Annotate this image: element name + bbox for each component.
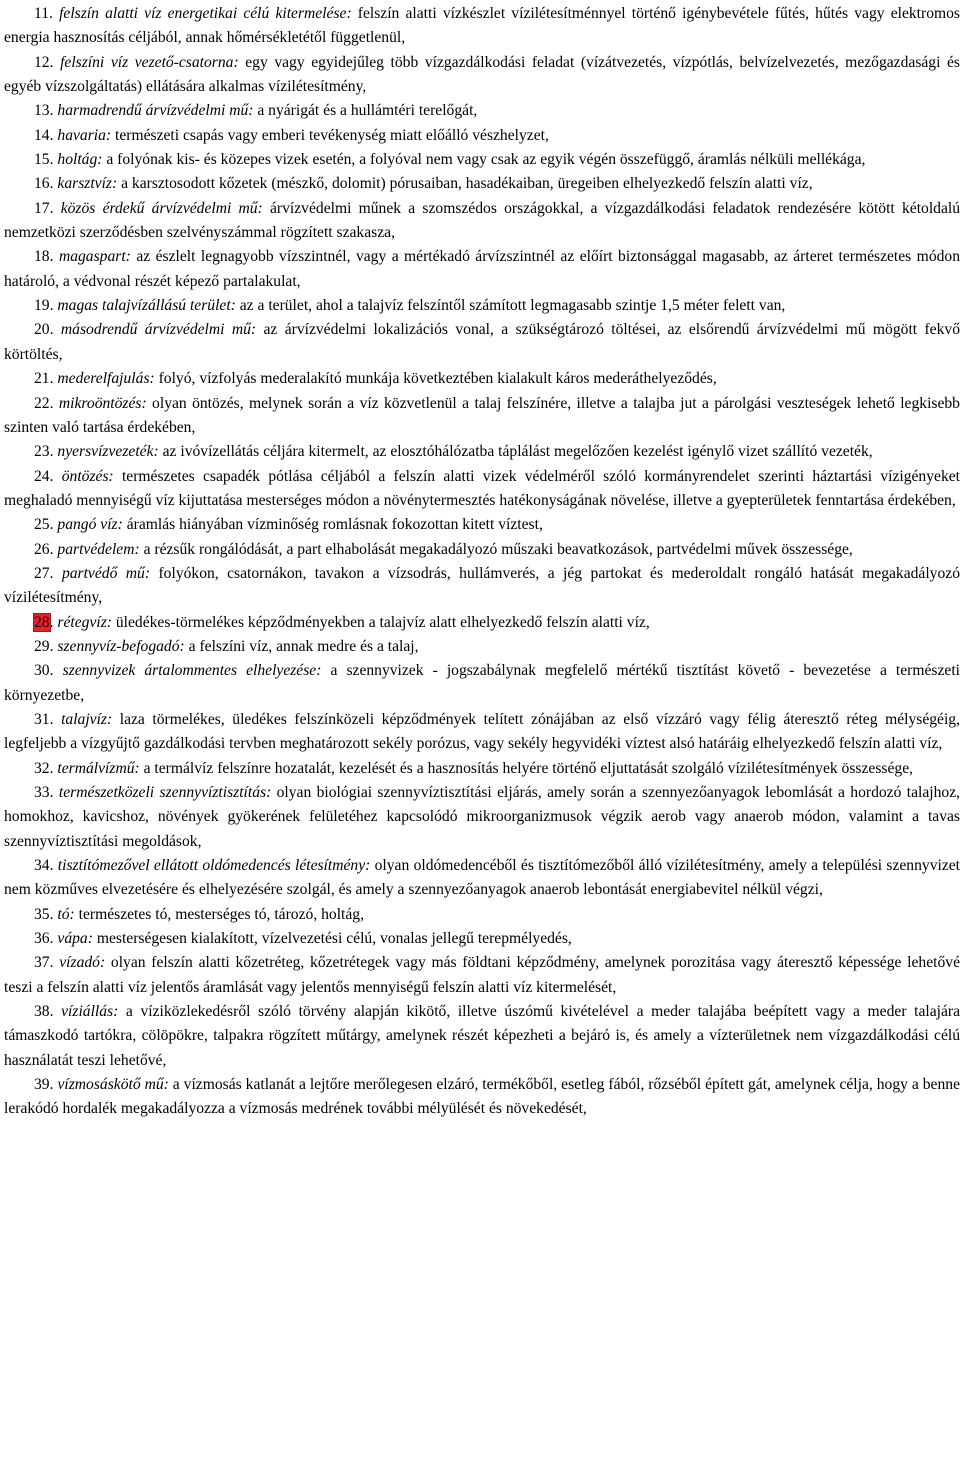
definition-entry [4,392,960,441]
entry-definition: mesterségesen kialakított, vízelvezetési célú, vonalas jellegű terepmélyedés, [92,930,572,948]
entry-number: 25. [34,516,54,534]
entry-definition: árvízvédelmi műnek a szomszédos országokkal, a vízgazdálkodási feladatok rendezésére kötött kétoldalú nemzetközi szerződésben szelvényszámmal rögzített szakasza, [4,199,960,242]
entry-term: víziállás: [61,1003,119,1021]
definition-entry [4,172,960,196]
entry-definition: a folyónak kis- és közepes vizek esetén, a folyóval nem vagy csak az egyik végén összefüggő, áramlás nélküli mellékága, [102,151,866,169]
entry-number: 27. [34,564,54,582]
definition-entry [4,294,960,318]
definition-entry [4,440,960,464]
entry-definition: olyan biológiai szennyvíztisztítási eljárás, amely során a szennyezőanyagok lebomlását a hordozó talajhoz, homokhoz, kavicshoz, növények gyökerének felületéhez kapcsolódó mikroorganizmusok végzik aerob vagy anaerob módon, valamint a tavas szennyvíztisztítási megoldások, [4,784,960,850]
definition-entry [4,538,960,562]
definition-entry [4,854,960,903]
entry-term: másodrendű árvízvédelmi mű: [60,321,257,339]
definition-entry [4,2,960,51]
definition-entry [4,635,960,659]
definition-entry [4,781,960,854]
entry-definition: folyó, vízfolyás mederalakító munkája következtében kialakult káros mederáthelyeződés, [154,370,717,388]
entry-term: felszín alatti víz energetikai célú kitermelése: [59,5,352,22]
entry-definition: a termálvíz felszínre hozatalát, kezelését és a hasznosítás helyére történő eljuttatását szolgáló vízilétesítmények összessége, [139,759,914,777]
entry-term: havaria: [57,126,112,144]
entry-number: 17. [34,199,54,217]
entry-number-suffix: . [49,613,54,631]
entry-definition: áramlás hiányában vízminőség romlásnak fokozottan kitett víztest, [122,516,543,534]
entry-number-highlighted: 28 [34,613,50,631]
entry-term: pangó víz: [57,516,123,534]
entry-term: felszíni víz vezető-csatorna: [60,53,239,71]
entry-term: holtág: [57,151,103,169]
entry-term: természetközeli szennyvíztisztítás: [58,784,272,801]
entry-number: 23. [34,443,54,461]
definition-entry [4,927,960,951]
entry-term: tó: [57,905,75,923]
definition-entry [4,318,960,367]
definition-entry [4,124,960,148]
entry-definition: természeti csapás vagy emberi tevékenység miatt előálló vészhelyzet, [111,126,549,144]
entry-definition: folyókon, csatornákon, tavakon a vízsodrás, hullámverés, a jég partokat és mederoldalt rongáló hatását megakadályozó vízilétesítmény, [4,564,960,607]
entry-term: nyersvízvezeték: [57,443,159,461]
entry-term: vízmosáskötő mű: [57,1076,169,1094]
definition-entry [4,245,960,294]
definition-entry [4,513,960,537]
entry-number: 12. [34,53,54,71]
entry-term: vízadó: [59,954,106,972]
entry-definition: az észlelt legnagyobb vízszintnél, vagy a mértékadó árvízszintnél az előírt biztonsággal magasabb, az árteret természetes módon határoló, a védvonal részét képező partalakulat, [4,248,960,290]
entry-number: 20. [34,321,54,339]
entry-definition: az a terület, ahol a talajvíz felszíntől számított legmagasabb szintje 1,5 méter felett van, [235,297,786,315]
entry-number: 31. [34,710,54,728]
entry-definition: az árvízvédelmi lokalizációs vonal, a szükségtározó töltései, az elsőrendű árvízvédelmi mű mögött fekvő körtöltés, [4,321,960,363]
entry-term: termálvízmű: [57,759,140,777]
entry-definition: laza törmelékes, üledékes felszínközeli képződmények telített zónájában az első vízzáró vagy félig áteresztő réteg mélységéig, legfeljebb a vízgyűjtő gazdálkodási tervben meghatározott sekély porózus, vagy sekély hegyvidéki víztest alsó határáig elhelyezkedő felszín alatti víz, [4,710,960,753]
definition-entry [4,562,960,611]
definition-entry [4,708,960,757]
entry-definition: természetes csapadék pótlása céljából a felszín alatti vizek védelméről szóló kormányrendelet szerinti háztartási vízigényeket meghaladó mennyiségű víz kijuttatása mesterséges módon a növénytermesztés hatékonyságának növelése, illetve a gyepterületek fenntartása érdekében, [4,467,960,509]
definition-entry [4,367,960,391]
entry-definition: a felszíni víz, annak medre és a talaj, [184,637,419,655]
entry-definition: a nyárigát és a hullámtéri terelőgát, [253,102,478,120]
entry-term: mikroöntözés: [58,394,147,412]
entry-number: 32. [34,759,54,777]
entry-definition: felszín alatti vízkészlet vízilétesítménnyel történő igénybevétele fűtés, hűtés vagy elektromos energia hasznosítás céljából, annak hőmérsékletétől függetlenül, [4,5,960,47]
definition-entry [4,1000,960,1073]
entry-term: tisztítómezővel ellátott oldómedencés létesítmény: [57,857,371,875]
entry-number: 33. [34,784,54,801]
entry-term: harmadrendű árvízvédelmi mű: [57,102,254,120]
entry-definition: egy vagy egyidejűleg több vízgazdálkodási feladat (vízátvezetés, vízpótlás, belvízelvezetés, mezőgazdasági és egyéb vízszolgáltatás) ellátására alkalmas vízilétesítmény, [4,53,960,96]
entry-number: 26. [34,540,54,558]
entry-term: rétegvíz: [57,613,112,631]
entry-number: 38. [34,1003,54,1021]
entry-definition: a szennyvizek - jogszabálynak megfelelő mértékű tisztítást követő - bevezetése a természeti környezetbe, [4,662,960,704]
entry-definition: üledékes-törmelékes képződményekben a talajvíz alatt elhelyezkedő felszín alatti víz, [111,613,650,631]
definition-entry [4,197,960,246]
entry-number: 22. [34,394,54,412]
definition-entry [4,148,960,172]
entry-term: talajvíz: [61,710,113,728]
entry-term: partvédelem: [57,540,140,558]
entry-definition: természetes tó, mesterséges tó, tározó, holtág, [74,905,364,923]
entry-term: partvédő mű: [61,564,151,582]
entry-number: 24. [34,467,54,485]
entry-definition: a víziközlekedésről szóló törvény alapján kikötő, illetve úszómű kivételével a meder talajába beépített vagy a meder talajára támaszkodó tartókra, cölöpökre, talpakra rögzített műtárgy, amelynek részét képezheti a bejáró is, és amely a vízterületnek nem vízgazdálkodási célú használatát teszi lehetővé, [4,1003,960,1069]
entry-definition: a karsztosodott kőzetek (mészkő, dolomit) pórusaiban, hasadékaiban, üregeiben elhelyezkedő felszín alatti víz, [117,175,813,193]
entry-number: 29. [34,637,54,655]
definition-entry [4,465,960,514]
entry-definition: olyan öntözés, melynek során a víz közvetlenül a talaj felszínére, illetve a talajba jut a párolgási veszteségek lehető legkisebb szinten való tartása érdekében, [4,394,960,436]
entry-number: 15. [34,151,54,169]
entry-term: közös érdekű árvízvédelmi mű: [60,199,263,217]
entry-number: 39. [34,1076,54,1094]
entry-term: mederelfajulás: [57,370,155,388]
entry-number: 13. [34,102,54,120]
entry-term: karsztvíz: [57,175,118,193]
entry-number: 35. [34,905,54,923]
entry-term: szennyvíz-befogadó: [57,637,185,655]
entry-number: 11. [34,5,53,22]
entry-number: 36. [34,930,54,948]
definition-entry [4,951,960,1000]
entry-number: 18. [34,248,54,266]
definition-entry [4,51,960,100]
entry-definition: az ivóvízellátás céljára kitermelt, az elosztóhálózatba táplálást megelőzően kezelést igénylő vizet szállító vezeték, [158,443,873,461]
entry-definition: a rézsűk rongálódását, a part elhabolását megakadályozó műszaki beavatkozások, partvédelmi művek összessége, [139,540,853,558]
entry-term: öntözés: [61,467,114,485]
entry-number: 16. [34,175,54,193]
entry-term: magaspart: [58,248,131,266]
entry-term: szennyvizek ártalommentes elhelyezése: [62,662,322,680]
definition-entry [4,903,960,927]
definition-entry [4,611,960,635]
entry-number: 21. [34,370,54,388]
definition-entry [4,659,960,708]
entry-term: magas talajvízállású terület: [57,297,236,315]
entry-number: 30. [34,662,54,680]
entry-term: vápa: [57,930,93,948]
entry-definition: olyan felszín alatti kőzetréteg, kőzetrétegek vagy más földtani képződmény, amelynek porozitása vagy áteresztő képessége lehetővé teszi a felszín alatti víz jelentős áramlását vagy jelentős mennyiségű felszín alatti víz kitermelését, [4,954,960,996]
entry-number: 34. [34,857,54,875]
entry-definition: a vízmosás katlanát a lejtőre merőlegesen elzáró, termékőből, esetleg fából, rőzséből épített gát, amelynek célja, hogy a benne lerakódó hordalék megakadályozza a vízmosás medrének további mélyülését és növekedését, [4,1076,960,1118]
entry-definition: olyan oldómedencéből és tisztítómezőből álló vízilétesítmény, amely a települési szennyvizet nem közműves elvezetésére és elhelyezésére szolgál, és amely a szennyezőanyagok anaerob lebontását energiabevitel nélkül végzi, [4,857,960,899]
entry-number: 14. [34,126,54,144]
definition-entry [4,99,960,123]
entry-number: 19. [34,297,54,315]
entry-number: 37. [34,954,54,972]
definition-entry [4,757,960,781]
definition-entry [4,1073,960,1122]
